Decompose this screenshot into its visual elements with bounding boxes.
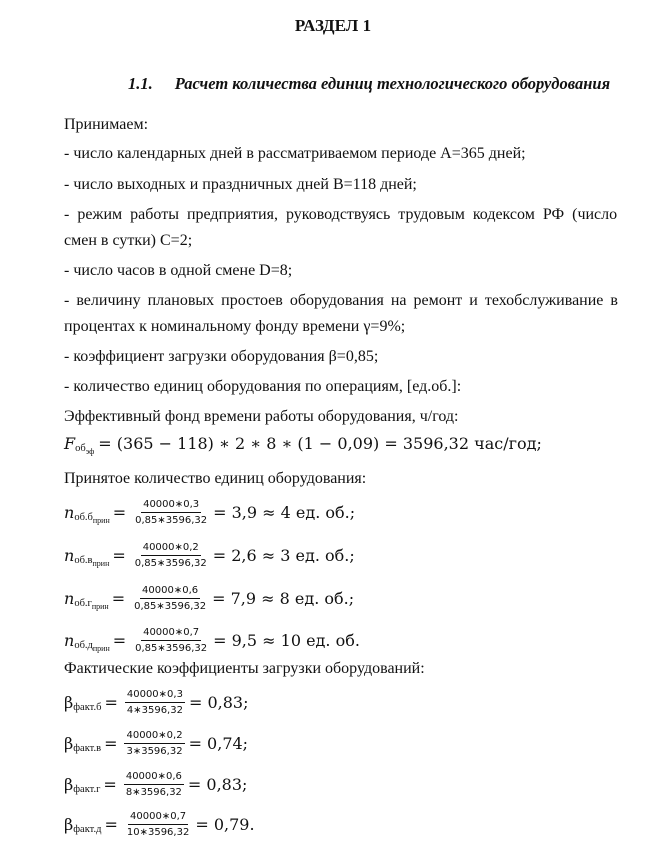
fraction: $\frac{40000∗0,2}{0,85∗3596,32}$ <box>134 542 207 569</box>
param-holidays: - число выходных и праздничных дней В=118 дней; <box>64 176 417 193</box>
fraction: $\frac{40000∗0,3}{0,85∗3596,32}$ <box>135 499 208 526</box>
param-mode-line1: - режим работы предприятия, руководствуясь трудовым кодексом РФ (число <box>64 206 618 223</box>
accepted-formula: n $об.в_{прин}$ = $\frac{40000∗0,2}{0,85∗3596,32}$ = 2,6 ≈ 3 ед. об.; <box>64 542 355 569</box>
param-hours: - число часов в одной смене D=8; <box>64 262 293 279</box>
actual-formula: β факт.г = $\frac{40000∗0,6}{8∗3596,32}$ = 0,83; <box>64 771 248 798</box>
actual-formula: β факт.в = $\frac{40000∗0,2}{3∗3596,32}$ = 0,74; <box>64 730 249 757</box>
param-downtime-line2: процентах к номинальному фонду времени γ=9%; <box>64 318 406 335</box>
fraction: $\frac{40000∗0,7}{10∗3596,32}$ <box>126 811 190 838</box>
fraction: $\frac{40000∗0,3}{4∗3596,32}$ <box>126 689 183 716</box>
intro-text: Принимаем: <box>64 116 149 133</box>
fund-label: Эффективный фонд времени работы оборудования, ч/год: <box>64 408 459 425</box>
fraction: $\frac{40000∗0,6}{8∗3596,32}$ <box>125 771 182 798</box>
fund-rhs: = (365 − 118) ∗ 2 ∗ 8 ∗ (1 − 0,09) = 3596,32 час/год; <box>98 434 542 453</box>
param-load-factor: - коэффициент загрузки оборудования β=0,85; <box>64 348 379 365</box>
section-title: РАЗДЕЛ 1 <box>294 16 372 35</box>
fraction: $\frac{40000∗0,7}{0,85∗3596,32}$ <box>135 627 208 654</box>
param-mode-line2: смен в сутки) С=2; <box>64 232 193 249</box>
subsection-title <box>128 74 610 94</box>
param-days: - число календарных дней в рассматриваемом периоде А=365 дней; <box>64 145 526 162</box>
fund-var: F <box>64 434 76 453</box>
fund-formula <box>64 434 542 456</box>
subsection-number: 1.1. <box>128 74 153 93</box>
actual-formula: β факт.б = $\frac{40000∗0,3}{4∗3596,32}$ = 0,83; <box>64 689 249 716</box>
actual-formula: β факт.д = $\frac{40000∗0,7}{10∗3596,32}$ = 0,79. <box>64 811 255 838</box>
subsection-title-text: Расчет количества единиц технологического оборудования <box>174 74 611 93</box>
fund-sub: $об_{эф}$ <box>75 443 95 456</box>
fraction: $\frac{40000∗0,6}{0,85∗3596,32}$ <box>134 585 207 612</box>
accepted-formula: n $об.д_{прин}$ = $\frac{40000∗0,7}{0,85∗3596,32}$ = 9,5 ≈ 10 ед. об. <box>64 627 360 654</box>
accepted-label: Принятое количество единиц оборудования: <box>64 470 367 487</box>
accepted-formula: n $об.б_{прин}$ = $\frac{40000∗0,3}{0,85∗3596,32}$ = 3,9 ≈ 4 ед. об.; <box>64 499 356 526</box>
param-downtime-line1: - величину плановых простоев оборудования на ремонт и техобслуживание в <box>64 292 618 309</box>
param-equipment-count: - количество единиц оборудования по операциям, [ед.об.]: <box>64 378 462 395</box>
accepted-formula: n $об.г_{прин}$ = $\frac{40000∗0,6}{0,85∗3596,32}$ = 7,9 ≈ 8 ед. об.; <box>64 585 355 612</box>
actual-label: Фактические коэффициенты загрузки оборудований: <box>64 660 425 677</box>
fraction: $\frac{40000∗0,2}{3∗3596,32}$ <box>126 730 183 757</box>
